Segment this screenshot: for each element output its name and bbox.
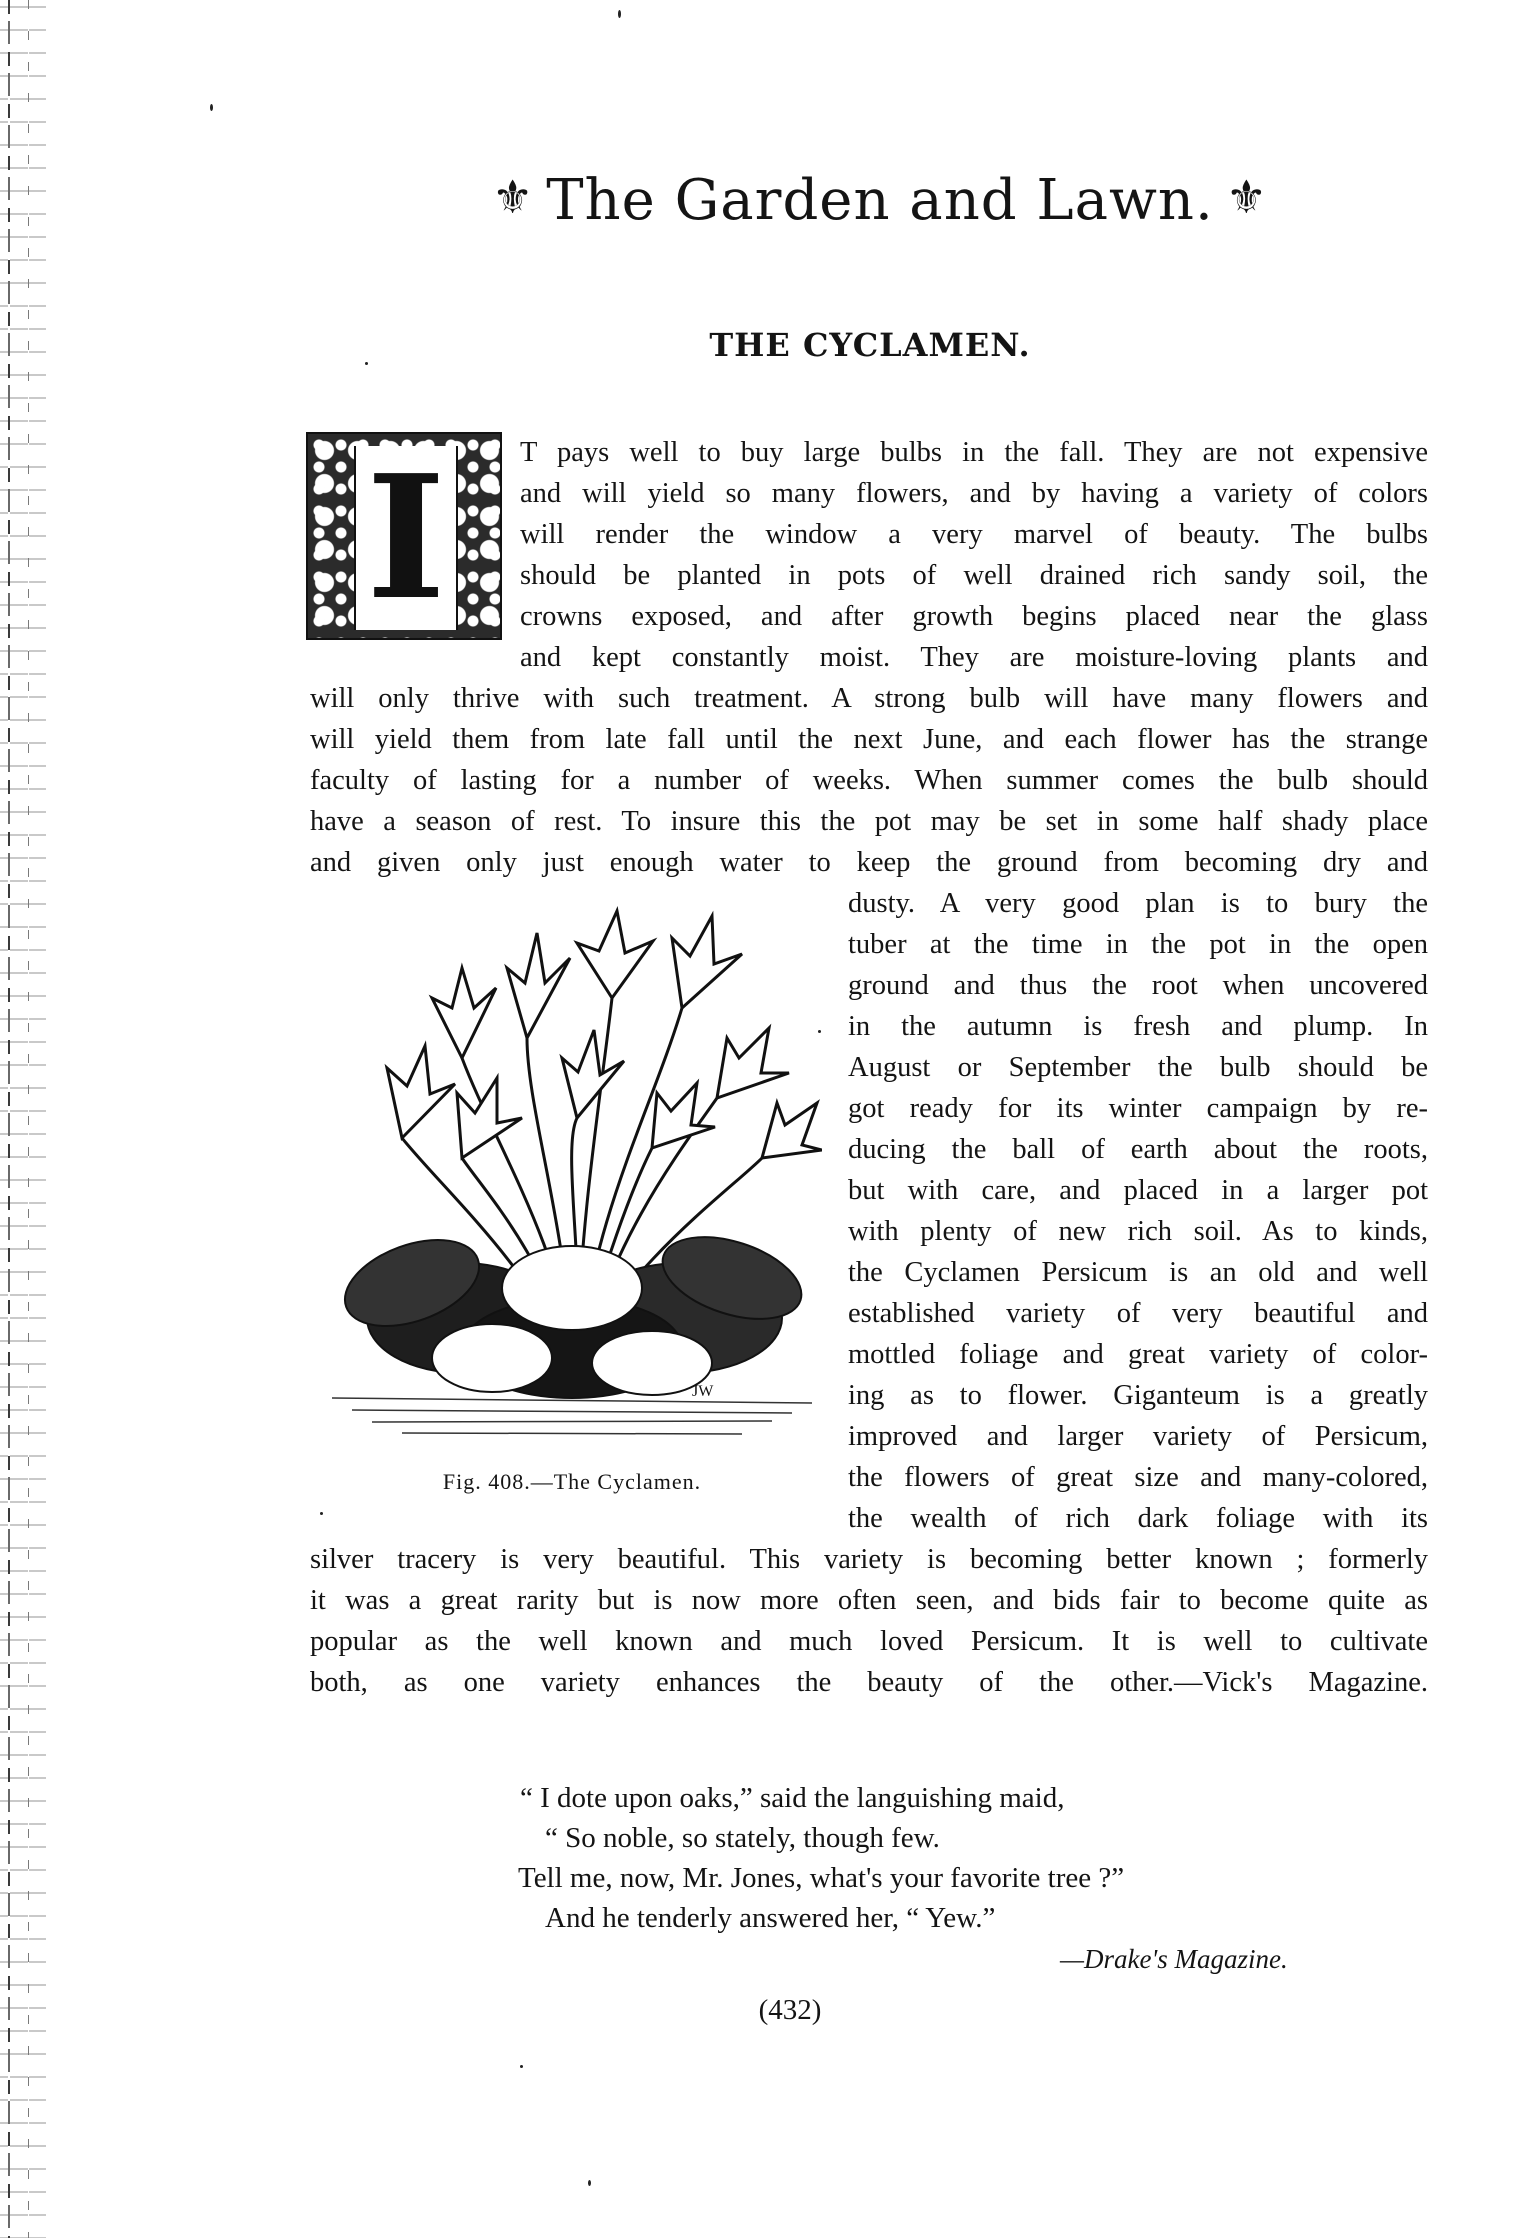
cyclamen-illustration: [322, 888, 822, 1448]
poem-line: Tell me, now, Mr. Jones, what's your favorite tree ?”: [518, 1862, 1125, 1894]
right-ornament-icon: ⚜: [1225, 170, 1269, 224]
body-line: got ready for its winter campaign by re-: [848, 1093, 1428, 1124]
body-line: ground and thus the root when uncovered: [848, 970, 1428, 1001]
section-title: The Garden and Lawn.: [546, 168, 1214, 233]
body-line: established variety of very beautiful and: [848, 1298, 1428, 1329]
drop-cap: [306, 432, 502, 640]
speck: [210, 104, 213, 111]
body-line: T pays well to buy large bulbs in the fall. They are not expensive: [520, 437, 1428, 468]
body-line: in the autumn is fresh and plump. In: [848, 1011, 1428, 1042]
body-line: August or September the bulb should be: [848, 1052, 1428, 1083]
body-line: ing as to flower. Giganteum is a greatly: [848, 1380, 1428, 1411]
poem-line: And he tenderly answered her, “ Yew.”: [545, 1902, 996, 1934]
body-line: and given only just enough water to keep the ground from becoming dry and: [310, 847, 1428, 878]
body-line: tuber at the time in the pot in the open: [848, 929, 1428, 960]
speck: [818, 1030, 821, 1033]
speck: [320, 1512, 323, 1515]
body-line: mottled foliage and great variety of color-: [848, 1339, 1428, 1370]
body-line: will only thrive with such treatment. A strong bulb will have many flowers and: [310, 683, 1428, 714]
section-header: [470, 168, 1290, 258]
body-line: and will yield so many flowers, and by having a variety of colors: [520, 478, 1428, 509]
cyclamen-leaves-icon: [333, 1222, 811, 1398]
drop-cap-letter: I: [354, 446, 458, 630]
body-line: dusty. A very good plan is to bury the: [848, 888, 1428, 919]
binding-gutter: [0, 0, 46, 2238]
body-line: will yield them from late fall until the next June, and each flower has the strange: [310, 724, 1428, 755]
figure-signature: JW: [692, 1383, 714, 1400]
body-line: the wealth of rich dark foliage with its: [848, 1503, 1428, 1534]
body-line: ducing the ball of earth about the roots,: [848, 1134, 1428, 1165]
body-line: but with care, and placed in a larger pot: [848, 1175, 1428, 1206]
body-line: it was a great rarity but is now more often seen, and bids fair to become quite as: [310, 1585, 1428, 1616]
body-line: the Cyclamen Persicum is an old and well: [848, 1257, 1428, 1288]
poem-attribution: —Drake's Magazine.: [1060, 1944, 1288, 1974]
article-title: THE CYCLAMEN.: [709, 326, 1031, 364]
speck: [365, 362, 368, 365]
speck: [588, 2180, 591, 2186]
speck: [520, 2065, 523, 2068]
body-line: the flowers of great size and many-colored,: [848, 1462, 1428, 1493]
body-line: faculty of lasting for a number of weeks. When summer comes the bulb should: [310, 765, 1428, 796]
speck: [618, 10, 621, 18]
body-line: crowns exposed, and after growth begins placed near the glass: [520, 601, 1428, 632]
body-line: silver tracery is very beautiful. This variety is becoming better known ; formerly: [310, 1544, 1428, 1575]
page-number: (432): [758, 1994, 822, 2026]
poem-line: “ So noble, so stately, though few.: [545, 1822, 940, 1854]
ground-hatching-icon: [332, 1398, 812, 1434]
body-line: should be planted in pots of well drained rich sandy soil, the: [520, 560, 1428, 591]
body-line: improved and larger variety of Persicum,: [848, 1421, 1428, 1452]
body-line: both, as one variety enhances the beauty of the other.—Vick's Magazine.: [310, 1667, 1428, 1698]
body-line: have a season of rest. To insure this the pot may be set in some half shady place: [310, 806, 1428, 837]
body-line: and kept constantly moist. They are moisture-loving plants and: [520, 642, 1428, 673]
body-line: will render the window a very marvel of beauty. The bulbs: [520, 519, 1428, 550]
cyclamen-flowers-icon: [387, 911, 822, 1158]
left-ornament-icon: ⚜: [491, 170, 535, 224]
poem-line: “ I dote upon oaks,” said the languishing maid,: [520, 1782, 1065, 1814]
body-line: with plenty of new rich soil. As to kinds,: [848, 1216, 1428, 1247]
body-line: popular as the well known and much loved Persicum. It is well to cultivate: [310, 1626, 1428, 1657]
figure-caption: Fig. 408.—The Cyclamen.: [442, 1469, 702, 1494]
